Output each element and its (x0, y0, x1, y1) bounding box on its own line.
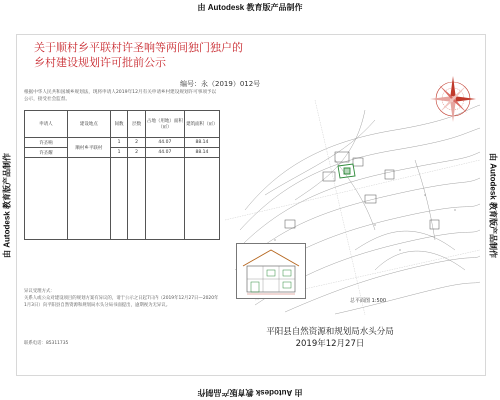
cell-applicant: 许圣响 (25, 138, 68, 148)
cell-land-area: 44.07 (145, 148, 184, 158)
cell-building-area: 88.14 (184, 148, 219, 158)
header-location: 建设地点 (67, 111, 110, 138)
watermark-top: 由 Autodesk 教育版产品制作 (197, 3, 303, 12)
cell-rooms: 1 (110, 148, 128, 158)
watermark-right: 由 Autodesk 教育版产品制作 (488, 153, 498, 258)
notice-title (34, 40, 294, 70)
objection-notice (24, 288, 220, 309)
cell-location: 顺村乡平联村 (67, 138, 110, 158)
applicant-table (24, 110, 220, 240)
notice-date: 2019年12月27日 (295, 339, 365, 349)
document-number: 编号：永（2019）012号 (180, 80, 261, 88)
watermark-left: 由 Autodesk 教育版产品制作 (2, 153, 12, 258)
north-arrow-compass-icon (426, 72, 480, 126)
cell-rooms: 1 (110, 138, 128, 148)
table-row (25, 148, 220, 158)
issuing-organization-block (180, 326, 480, 350)
header-rooms: 间数 (110, 111, 128, 138)
objection-heading: 异议受理方式： (24, 289, 55, 294)
header-floors: 层数 (128, 111, 146, 138)
table-row-empty (25, 158, 220, 240)
cell-floors: 2 (128, 148, 146, 158)
cell-building-area: 88.14 (184, 138, 219, 148)
notice-title-line1: 关于顺村乡平联村许圣响等两间独门独户的 (34, 41, 243, 54)
notice-title-line2: 乡村建设规划许可批前公示 (34, 56, 166, 69)
cell-applicant: 许圣耀 (25, 148, 68, 158)
header-building-area: 建筑面积（㎡） (184, 111, 219, 138)
cell-land-area: 44.07 (145, 138, 184, 148)
header-applicant: 申请人 (25, 111, 68, 138)
cell-floors: 2 (128, 138, 146, 148)
header-land-area: 占地（用地）面积（㎡） (145, 111, 184, 138)
contact-phone: 联系电话：85311735 (24, 341, 69, 346)
building-plan-inset (236, 243, 306, 299)
map-scale-label: 总平面图 1:500 (350, 298, 386, 304)
table-header-row (25, 111, 220, 138)
objection-text: 关系人或公众对建设项目的规划方案有异议的，请于公示之日起7日内（2019年12月27日—2020年1月3日）向平阳县自然资源和规划局水头分局书面提出，逾期视为无异议。 (24, 296, 219, 308)
table-row (25, 138, 220, 148)
watermark-bottom: 由 Autodesk 教育版产品制作 (197, 388, 303, 397)
notice-intro: 根据中华人民共和国城乡规划法，现将申请人2019年12月有关申请乡村建设规划许可事项予以公示，接受社会监督。 (24, 90, 217, 102)
issuing-organization: 平阳县自然资源和规划局水头分局 (266, 327, 394, 337)
